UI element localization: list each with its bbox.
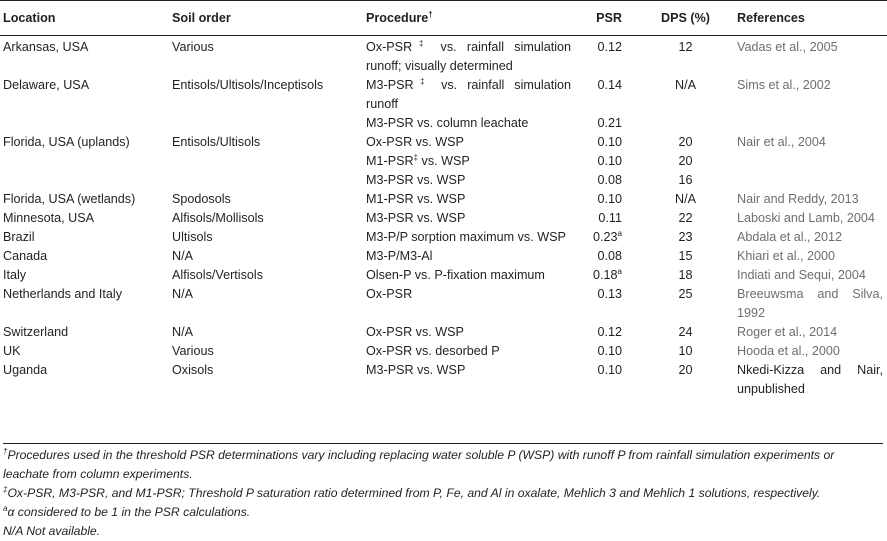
table-row [0,247,887,266]
procedure-text: Ox-PSR vs. WSP [366,325,464,339]
table-row [0,190,887,209]
procedure-text: M3-PSR vs. WSP [366,173,466,187]
cell-soil-order: Alfisols/Mollisols [169,209,363,228]
cell-soil-order [169,171,363,190]
psr-value: 0.08 [597,249,622,263]
psr-value: 0.12 [597,325,622,339]
cell-dps: N/A [638,190,734,209]
cell-psr [577,285,638,323]
psr-value: 0.14 [597,78,622,92]
table-row [0,171,887,190]
cell-procedure [363,247,577,266]
cell-psr [577,342,638,361]
cell-dps: 24 [638,323,734,342]
cell-soil-order [169,152,363,171]
cell-psr [577,190,638,209]
cell-dps: 20 [638,361,734,399]
cell-procedure [363,285,577,323]
procedure-text-cont: vs. WSP [418,154,470,168]
cell-location [0,152,169,171]
table-row [0,36,887,77]
cell-soil-order: N/A [169,285,363,323]
table-row [0,133,887,152]
cell-reference [734,171,887,190]
cell-reference: Khiari et al., 2000 [734,247,887,266]
procedure-text: Ox-PSR [366,287,413,301]
cell-soil-order [169,114,363,133]
header-procedure [363,1,577,36]
cell-location: Uganda [0,361,169,399]
cell-location: Minnesota, USA [0,209,169,228]
cell-reference: Laboski and Lamb, 2004 [734,209,887,228]
psr-value: 0.13 [597,287,622,301]
psr-value: 0.12 [597,40,622,54]
cell-soil-order: Entisols/Ultisols/Inceptisols [169,76,363,114]
cell-procedure [363,266,577,285]
cell-soil-order: Entisols/Ultisols [169,133,363,152]
cell-location: Delaware, USA [0,76,169,114]
cell-psr [577,171,638,190]
cell-location: Florida, USA (uplands) [0,133,169,152]
double-dagger-mark: ‡ [413,152,419,162]
cell-dps: 16 [638,171,734,190]
header-psr: PSR [577,1,638,36]
cell-procedure [363,36,577,77]
cell-location: Italy [0,266,169,285]
table-footnotes [3,443,883,541]
cell-psr [577,266,638,285]
cell-reference [734,152,887,171]
psr-value: 0.10 [597,154,622,168]
cell-soil-order: Oxisols [169,361,363,399]
procedure-text: Ox-PSR vs. desorbed P [366,344,500,358]
header-row [0,1,887,36]
footnote-dagger [3,446,883,484]
cell-procedure [363,361,577,399]
procedure-text: M3-PSR [366,78,414,92]
cell-location: UK [0,342,169,361]
cell-location: Florida, USA (wetlands) [0,190,169,209]
cell-psr [577,323,638,342]
double-dagger-mark: ‡ [412,38,431,48]
header-soil-order: Soil order [169,1,363,36]
cell-reference: Sims et al., 2002 [734,76,887,114]
cell-dps [638,114,734,133]
procedure-text: M3-P/M3-Al [366,249,433,263]
procedure-text: Ox-PSR vs. WSP [366,135,464,149]
table-row [0,323,887,342]
cell-soil-order: Spodosols [169,190,363,209]
table-row [0,209,887,228]
procedure-text: Ox-PSR [366,40,413,54]
cell-reference: Nkedi-Kizza and Nair, unpublished [734,361,887,399]
cell-psr [577,228,638,247]
table-row [0,228,887,247]
double-dagger-mark: ‡ [413,76,432,86]
footnote-double-dagger [3,484,883,503]
procedure-text: M1-PSR [366,154,414,168]
cell-reference: Vadas et al., 2005 [734,36,887,77]
cell-dps: 18 [638,266,734,285]
table-row [0,266,887,285]
cell-procedure [363,323,577,342]
cell-location [0,114,169,133]
footnote-dagger-text: Procedures used in the threshold PSR determinations vary including replacing water soluble P (WSP) with runoff P from rainfall simulation experiments or leachate from column experiments. [3,448,835,481]
cell-dps: 25 [638,285,734,323]
psr-value: 0.23 [593,230,618,244]
cell-soil-order: N/A [169,323,363,342]
cell-dps: 10 [638,342,734,361]
cell-dps: 15 [638,247,734,266]
procedure-text: M1-PSR vs. WSP [366,192,466,206]
cell-psr [577,36,638,77]
cell-reference [734,114,887,133]
cell-psr [577,76,638,114]
footnote-ddagger-mark: ‡ [3,484,8,494]
psr-value: 0.10 [597,363,622,377]
psr-value: 0.11 [598,211,622,225]
footnote-a-mark: a [617,228,622,238]
cell-soil-order: Ultisols [169,228,363,247]
cell-procedure [363,342,577,361]
cell-location: Brazil [0,228,169,247]
table-row [0,342,887,361]
cell-psr [577,361,638,399]
cell-location: Switzerland [0,323,169,342]
header-procedure-label: Procedure [366,10,429,25]
dagger-mark: † [428,9,433,19]
cell-soil-order: N/A [169,247,363,266]
cell-dps: 23 [638,228,734,247]
cell-procedure [363,76,577,114]
cell-psr [577,209,638,228]
procedure-text: Olsen-P vs. P-fixation maximum [366,268,545,282]
table-row [0,76,887,114]
cell-procedure [363,114,577,133]
cell-reference: Nair et al., 2004 [734,133,887,152]
footnote-a [3,503,883,522]
cell-location [0,171,169,190]
psr-value: 0.08 [597,173,622,187]
table-row [0,114,887,133]
cell-reference: Roger et al., 2014 [734,323,887,342]
cell-reference: Indiati and Sequi, 2004 [734,266,887,285]
footnote-a-mark: a [617,266,622,276]
psr-value: 0.10 [597,135,622,149]
cell-psr [577,114,638,133]
cell-procedure [363,209,577,228]
cell-procedure [363,133,577,152]
cell-procedure [363,152,577,171]
cell-soil-order: Various [169,342,363,361]
psr-value: 0.10 [597,192,622,206]
cell-soil-order: Various [169,36,363,77]
cell-reference: Breeuwsma and Silva, 1992 [734,285,887,323]
footnote-a-mark: a [3,503,8,513]
cell-psr [577,152,638,171]
footnote-ddagger-text: Ox-PSR, M3-PSR, and M1-PSR; Threshold P saturation ratio determined from P, Fe, and Al in oxalate, Mehlich 3 and Mehlich 1 solutions, respectively. [7,486,821,500]
cell-location: Canada [0,247,169,266]
cell-dps: 22 [638,209,734,228]
psr-value: 0.21 [597,116,622,130]
cell-location: Netherlands and Italy [0,285,169,323]
procedure-text: M3-P/P sorption maximum vs. WSP [366,230,566,244]
footnote-a-text: α considered to be 1 in the PSR calculations. [7,505,251,519]
cell-dps: 20 [638,152,734,171]
cell-reference: Nair and Reddy, 2013 [734,190,887,209]
header-location: Location [0,1,169,36]
header-dps: DPS (%) [638,1,734,36]
table-row [0,361,887,399]
psr-value: 0.10 [597,344,622,358]
cell-soil-order: Alfisols/Vertisols [169,266,363,285]
footnote-dagger-mark: † [3,446,8,456]
cell-reference: Hooda et al., 2000 [734,342,887,361]
procedure-text-cont: vs. rainfall simulation runoff; visually determined [366,40,572,73]
cell-reference: Abdala et al., 2012 [734,228,887,247]
cell-dps: 20 [638,133,734,152]
table-row [0,285,887,323]
cell-procedure [363,190,577,209]
cell-location: Arkansas, USA [0,36,169,77]
header-references: References [734,1,887,36]
table-row [0,152,887,171]
table-body [0,36,887,400]
cell-psr [577,247,638,266]
cell-procedure [363,228,577,247]
procedure-text-cont: vs. rainfall simulation runoff [366,78,572,111]
procedure-text: M3-PSR vs. WSP [366,363,466,377]
cell-procedure [363,171,577,190]
cell-dps: N/A [638,76,734,114]
cell-psr [577,133,638,152]
footnote-na: N/A Not available. [3,524,101,538]
cell-dps: 12 [638,36,734,77]
psr-value: 0.18 [593,268,618,282]
procedure-text: M3-PSR vs. WSP [366,211,466,225]
procedure-text: M3-PSR vs. column leachate [366,116,529,130]
